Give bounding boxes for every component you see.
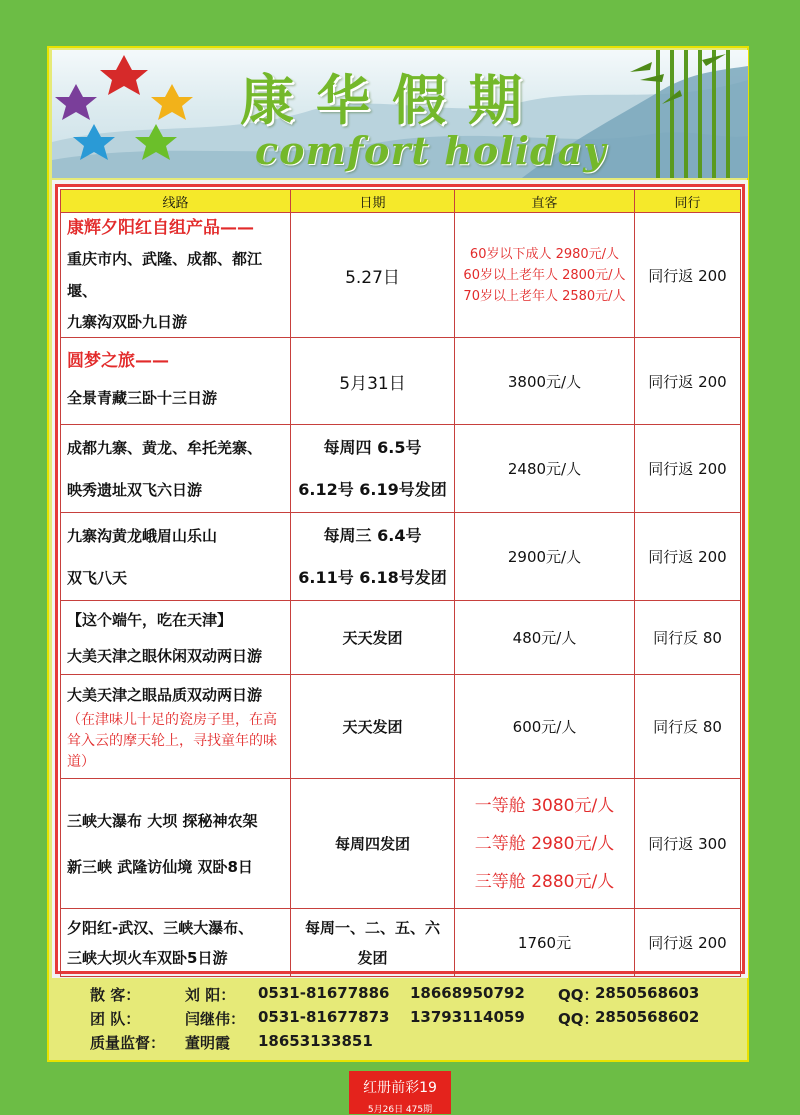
contact-row-quality [90, 1032, 740, 1056]
price-line: 一等舱 3080元/人 [474, 795, 615, 816]
date-cell [291, 425, 455, 513]
contact-row-individual [90, 984, 740, 1008]
route-cell [61, 425, 291, 513]
contact-phone: 0531-81677873 [258, 1008, 390, 1026]
route-line: 九寨沟双卧九日游 [67, 313, 188, 331]
date-line: 每周三 6.4号 [323, 525, 422, 545]
route-cell [61, 213, 291, 338]
date-cell [291, 213, 455, 338]
date-cell: 天天发团 [291, 601, 455, 675]
direct-price-cell: 2480元/人 [455, 425, 635, 513]
contact-mobile: 18668950792 [410, 984, 525, 1002]
date-line: 每周一、二、五、六 [304, 918, 440, 937]
route-line: 成都九寨、黄龙、牟托羌寨、 [67, 438, 263, 457]
route-line: 【这个端午，吃在天津】 [67, 610, 233, 629]
tour-routes-table [60, 189, 741, 977]
peer-cell: 同行反 80 [635, 601, 741, 675]
table-row [61, 779, 741, 909]
date-cell: 每周四发团 [291, 779, 455, 909]
peer-cell: 同行返 200 [635, 513, 741, 601]
qq-label: QQ： [558, 986, 599, 1004]
route-cell [61, 779, 291, 909]
qq-label: QQ： [558, 1010, 599, 1028]
peer-cell: 同行反 80 [635, 675, 741, 779]
date-line: 发团 [357, 948, 388, 967]
route-line: 重庆市内、武隆、成都、都江堰、 [67, 250, 263, 300]
date-text: 5.27日 [345, 267, 400, 288]
price-line: 60岁以下成人 2980元/人 [469, 246, 620, 262]
contact-phone: 18653133851 [258, 1032, 373, 1050]
brand-title-chinese: 康华假期 [240, 68, 544, 132]
route-line: 九寨沟黄龙峨眉山乐山 [67, 526, 218, 545]
page-tag-issue: 5月26日 475期 [367, 1105, 433, 1115]
page-tag-title: 红册前彩19 [363, 1080, 437, 1096]
table-row [61, 338, 741, 425]
direct-price-cell: 600元/人 [455, 675, 635, 779]
brand-title-english: comfort holiday [255, 128, 607, 173]
peer-cell: 同行返 300 [635, 779, 741, 909]
route-cell [61, 675, 291, 779]
price-line: 二等舱 2980元/人 [474, 833, 615, 854]
route-line: 全景青藏三卧十三日游 [67, 389, 218, 407]
peer-cell: 同行返 200 [635, 213, 741, 338]
header-date: 日期 [291, 190, 455, 213]
route-line: 夕阳红-武汉、三峡大瀑布、 [67, 918, 254, 937]
route-cell [61, 338, 291, 425]
route-line: 双飞八天 [67, 568, 128, 587]
date-line: 每周四 6.5号 [323, 437, 422, 457]
peer-cell: 同行返 200 [635, 909, 741, 977]
table-row [61, 909, 741, 977]
peer-cell: 同行返 200 [635, 338, 741, 425]
date-line: 6.11号 6.18号发团 [298, 567, 447, 587]
contact-row-group [90, 1008, 740, 1032]
route-title: 圆梦之旅—— [67, 351, 169, 371]
price-line: 60岁以上老年人 2800元/人 [463, 267, 626, 283]
contact-label: 质量监督： [90, 1034, 166, 1052]
header-route: 线路 [61, 190, 291, 213]
qq-number: 2850568603 [595, 984, 700, 1002]
table-row [61, 601, 741, 675]
route-line: 三峡大坝火车双卧5日游 [67, 948, 228, 967]
direct-price-cell: 3800元/人 [455, 338, 635, 425]
route-line: 大美天津之眼品质双动两日游 [67, 686, 263, 704]
contact-name: 刘 阳： [185, 986, 236, 1004]
contact-name: 董明霞 [185, 1034, 231, 1052]
date-cell [291, 338, 455, 425]
table-row [61, 213, 741, 338]
qq-number: 2850568602 [595, 1008, 700, 1026]
direct-price-cell [455, 779, 635, 909]
date-cell: 天天发团 [291, 675, 455, 779]
table-header-row [61, 190, 741, 213]
direct-price-cell [455, 213, 635, 338]
price-line: 三等舱 2880元/人 [474, 871, 615, 892]
peer-cell: 同行返 200 [635, 425, 741, 513]
date-cell [291, 909, 455, 977]
header-banner [52, 50, 748, 178]
contact-section [90, 984, 740, 1056]
contact-label: 散 客： [90, 986, 141, 1004]
route-line: 大美天津之眼休闲双动两日游 [67, 646, 263, 665]
table-row [61, 675, 741, 779]
route-line: 三峡大瀑布 大坝 探秘神农架 [67, 811, 258, 830]
route-note: （在津味儿十足的瓷房子里，在高耸入云的摩天轮上，寻找童年的味道） [67, 712, 277, 770]
table-row [61, 513, 741, 601]
page-tag [349, 1071, 451, 1114]
route-cell [61, 909, 291, 977]
route-title: 康辉夕阳红自组产品—— [67, 218, 254, 238]
contact-name: 闫继伟： [185, 1010, 246, 1028]
date-line: 6.12号 6.19号发团 [298, 479, 447, 499]
price-line: 70岁以上老年人 2580元/人 [463, 288, 626, 304]
route-line: 新三峡 武隆访仙境 双卧8日 [67, 857, 253, 876]
date-cell [291, 513, 455, 601]
direct-price-cell: 1760元 [455, 909, 635, 977]
route-cell [61, 601, 291, 675]
route-line: 映秀遗址双飞六日游 [67, 480, 203, 499]
header-peer-rebate: 同行 [635, 190, 741, 213]
contact-mobile: 13793114059 [410, 1008, 525, 1026]
direct-price-cell: 2900元/人 [455, 513, 635, 601]
header-direct-price: 直客 [455, 190, 635, 213]
route-cell [61, 513, 291, 601]
date-text: 5月31日 [339, 373, 406, 394]
contact-label: 团 队： [90, 1010, 141, 1028]
direct-price-cell: 480元/人 [455, 601, 635, 675]
contact-phone: 0531-81677886 [258, 984, 390, 1002]
table-row [61, 425, 741, 513]
